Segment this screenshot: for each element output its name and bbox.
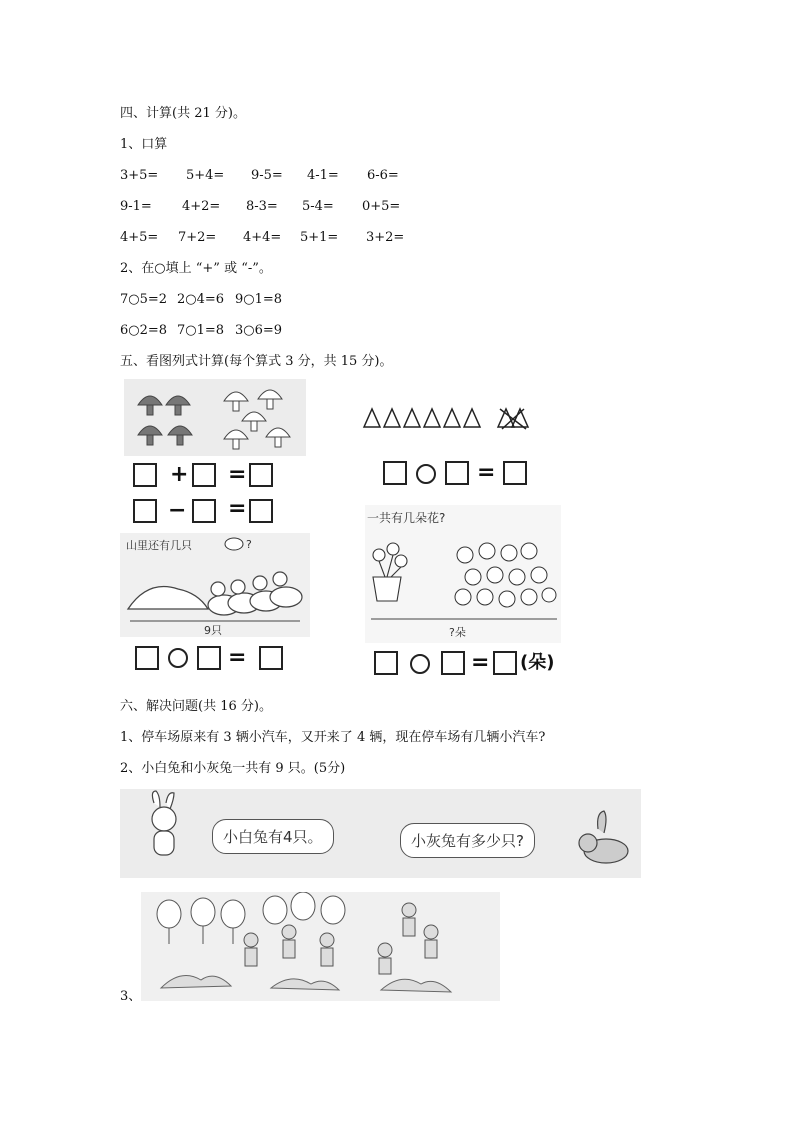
- unit-label: (朵): [520, 652, 555, 673]
- oral-item: 5-4=: [302, 199, 334, 214]
- children-picture: [141, 892, 500, 1001]
- equals-sign: =: [477, 460, 496, 485]
- flowers-caption: 一共有几朵花?: [367, 511, 446, 525]
- minus-sign: −: [168, 498, 187, 523]
- answer-box[interactable]: [133, 499, 157, 523]
- operator-circle[interactable]: [410, 654, 430, 674]
- flowers-picture: [365, 505, 561, 643]
- answer-box[interactable]: [383, 461, 407, 485]
- fill-item: 7○1=8: [177, 323, 225, 338]
- section-6-title: 六、解决问题(共 16 分)。: [120, 699, 272, 714]
- oral-item: 4+4=: [243, 230, 282, 245]
- flower-icon: [455, 543, 556, 607]
- speech-bubble-gray-rabbit: 小灰兔有多少只?: [400, 823, 535, 858]
- answer-box[interactable]: [503, 461, 527, 485]
- answer-box[interactable]: [197, 646, 221, 670]
- answer-box[interactable]: [441, 651, 465, 675]
- rabbit-icon: [152, 791, 176, 855]
- answer-box[interactable]: [192, 463, 216, 487]
- answer-box[interactable]: [135, 646, 159, 670]
- speech-bubble-white-rabbit: 小白兔有4只。: [212, 819, 334, 854]
- section-4-title: 四、计算(共 21 分)。: [120, 106, 246, 121]
- answer-box[interactable]: [249, 463, 273, 487]
- operator-circle[interactable]: [416, 464, 436, 484]
- gray-rabbit-icon: [579, 811, 628, 863]
- fill-item: 3○6=9: [235, 323, 283, 338]
- oral-item: 9-5=: [251, 168, 283, 183]
- oral-item: 7+2=: [178, 230, 217, 245]
- equals-sign: =: [228, 496, 247, 521]
- oral-item: 4+5=: [120, 230, 159, 245]
- triangles-picture: [362, 405, 532, 431]
- flowers-total: ?朵: [449, 626, 466, 639]
- oral-item: 3+5=: [120, 168, 159, 183]
- equals-sign: =: [228, 462, 247, 487]
- mushroom-icon: [124, 379, 306, 456]
- oral-item: 4+2=: [182, 199, 221, 214]
- answer-box[interactable]: [445, 461, 469, 485]
- ducks-total: 9只: [204, 624, 222, 637]
- mountain-caption: 山里还有几只: [126, 539, 192, 552]
- fill-item: 2○4=6: [177, 292, 225, 307]
- answer-box[interactable]: [374, 651, 398, 675]
- equals-sign: =: [471, 650, 490, 675]
- answer-box[interactable]: [493, 651, 517, 675]
- answer-box[interactable]: [259, 646, 283, 670]
- answer-box[interactable]: [249, 499, 273, 523]
- q6-1: 1、停车场原来有 3 辆小汽车，又开来了 4 辆，现在停车场有几辆小汽车?: [120, 730, 546, 745]
- plus-sign: +: [170, 462, 189, 487]
- oral-item: 4-1=: [307, 168, 339, 183]
- q1-label: 1、口算: [120, 137, 168, 152]
- q6-2: 2、小白兔和小灰兔一共有 9 只。(5分): [120, 761, 346, 776]
- oral-item: 5+4=: [186, 168, 225, 183]
- oral-item: 8-3=: [246, 199, 278, 214]
- section-5-title: 五、看图列式计算(每个算式 3 分，共 15 分)。: [120, 354, 393, 369]
- q6-3: 3、: [120, 989, 142, 1004]
- operator-circle[interactable]: [168, 648, 188, 668]
- answer-box[interactable]: [192, 499, 216, 523]
- fill-item: 9○1=8: [235, 292, 283, 307]
- answer-box[interactable]: [133, 463, 157, 487]
- rabbits-picture: [120, 789, 641, 878]
- equals-sign: =: [228, 645, 247, 670]
- oral-item: 3+2=: [366, 230, 405, 245]
- ducks-picture: [120, 533, 310, 637]
- oral-item: 0+5=: [362, 199, 401, 214]
- mushroom-picture: [124, 379, 306, 456]
- oral-item: 5+1=: [300, 230, 339, 245]
- duck-icon: [225, 538, 243, 550]
- fill-item: 6○2=8: [120, 323, 168, 338]
- svg-text:?: ?: [246, 538, 252, 551]
- oral-item: 9-1=: [120, 199, 152, 214]
- oral-item: 6-6=: [367, 168, 399, 183]
- q2-label: 2、在○填上 “+” 或 “-”。: [120, 261, 272, 276]
- fill-item: 7○5=2: [120, 292, 168, 307]
